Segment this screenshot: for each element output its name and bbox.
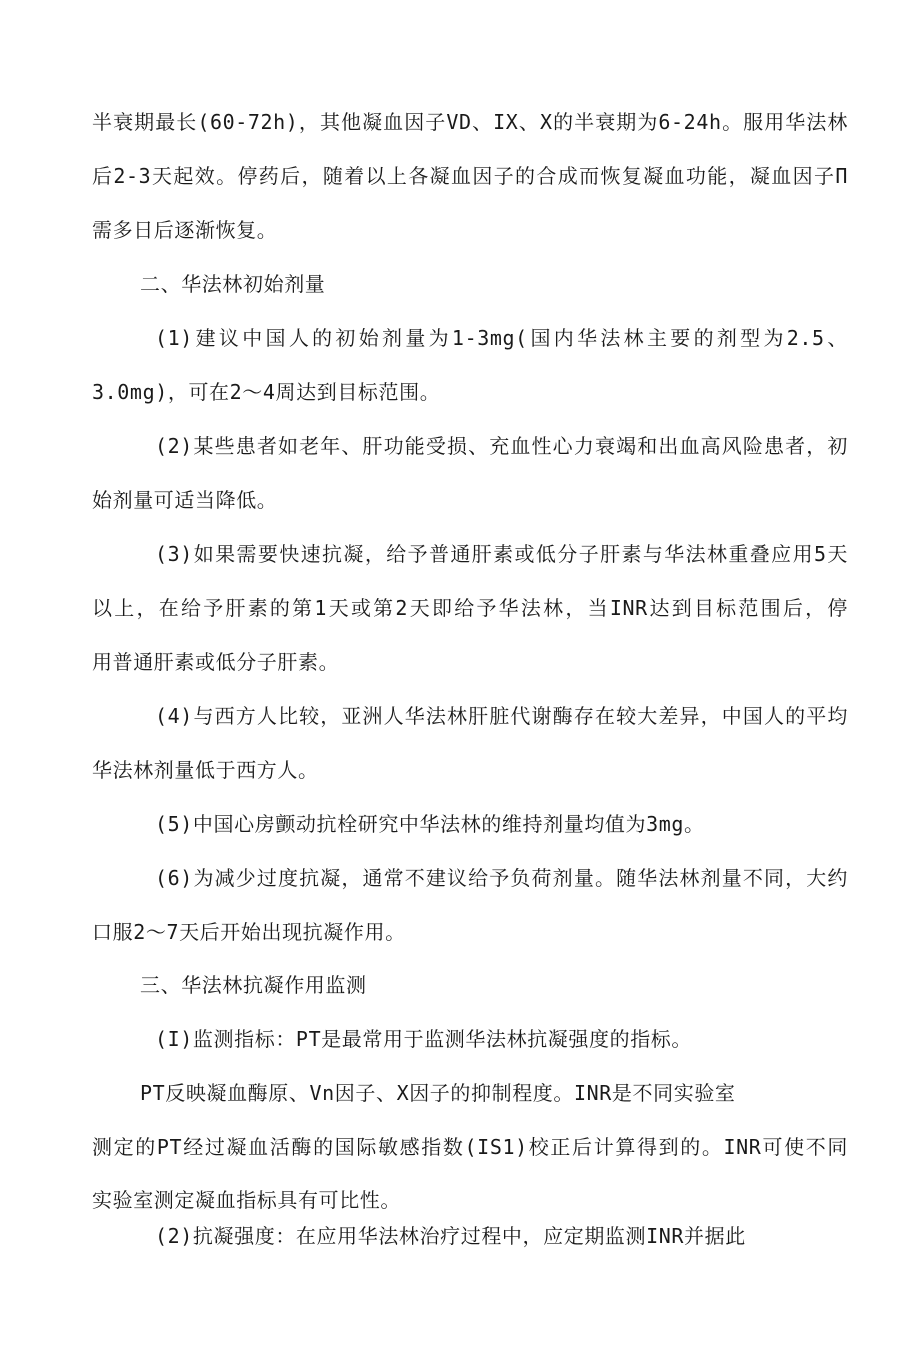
section-heading: 二、华法林初始剂量 — [140, 272, 326, 296]
paragraph-line: 以上，在给予肝素的第1天或第2天即给予华法林，当INR达到目标范围后，停 — [92, 596, 848, 620]
paragraph-line: PT反映凝血酶原、Vn因子、X因子的抑制程度。INR是不同实验室 — [140, 1081, 736, 1105]
paragraph-line: 用普通肝素或低分子肝素。 — [92, 650, 340, 674]
paragraph-line: 后2-3天起效。停药后，随着以上各凝血因子的合成而恢复凝血功能，凝血因子Π — [92, 164, 848, 188]
paragraph-line: (5)中国心房颤动抗栓研究中华法林的维持剂量均值为3mg。 — [155, 812, 705, 836]
paragraph-line: (6)为减少过度抗凝，通常不建议给予负荷剂量。随华法林剂量不同，大约 — [155, 866, 848, 890]
section-heading: 三、华法林抗凝作用监测 — [140, 973, 367, 997]
paragraph-line: 3.0mg)，可在2～4周达到目标范围。 — [92, 380, 441, 404]
paragraph-line: 实验室测定凝血指标具有可比性。 — [92, 1188, 401, 1212]
paragraph-line: (4)与西方人比较，亚洲人华法林肝脏代谢酶存在较大差异，中国人的平均 — [155, 704, 848, 728]
paragraph-line: 半衰期最长(60-72h)，其他凝血因子VD、IX、X的半衰期为6-24h。服用华法林 — [92, 110, 848, 134]
paragraph-line: 始剂量可适当降低。 — [92, 488, 278, 512]
paragraph-line: (3)如果需要快速抗凝，给予普通肝素或低分子肝素与华法林重叠应用5天 — [155, 542, 848, 566]
paragraph-line: (I)监测指标：PT是最常用于监测华法林抗凝强度的指标。 — [155, 1027, 693, 1051]
paragraph-line: 需多日后逐渐恢复。 — [92, 218, 278, 242]
paragraph-line: (2)抗凝强度：在应用华法林治疗过程中，应定期监测INR并据此 — [155, 1224, 746, 1248]
paragraph-line: 测定的PT经过凝血活酶的国际敏感指数(IS1)校正后计算得到的。INR可使不同 — [92, 1135, 848, 1159]
paragraph-line: 口服2～7天后开始出现抗凝作用。 — [92, 920, 406, 944]
paragraph-line: (1)建议中国人的初始剂量为1-3mg(国内华法林主要的剂型为2.5、 — [155, 326, 848, 350]
paragraph-line: (2)某些患者如老年、肝功能受损、充血性心力衰竭和出血高风险患者，初 — [155, 434, 848, 458]
paragraph-line: 华法林剂量低于西方人。 — [92, 758, 319, 782]
